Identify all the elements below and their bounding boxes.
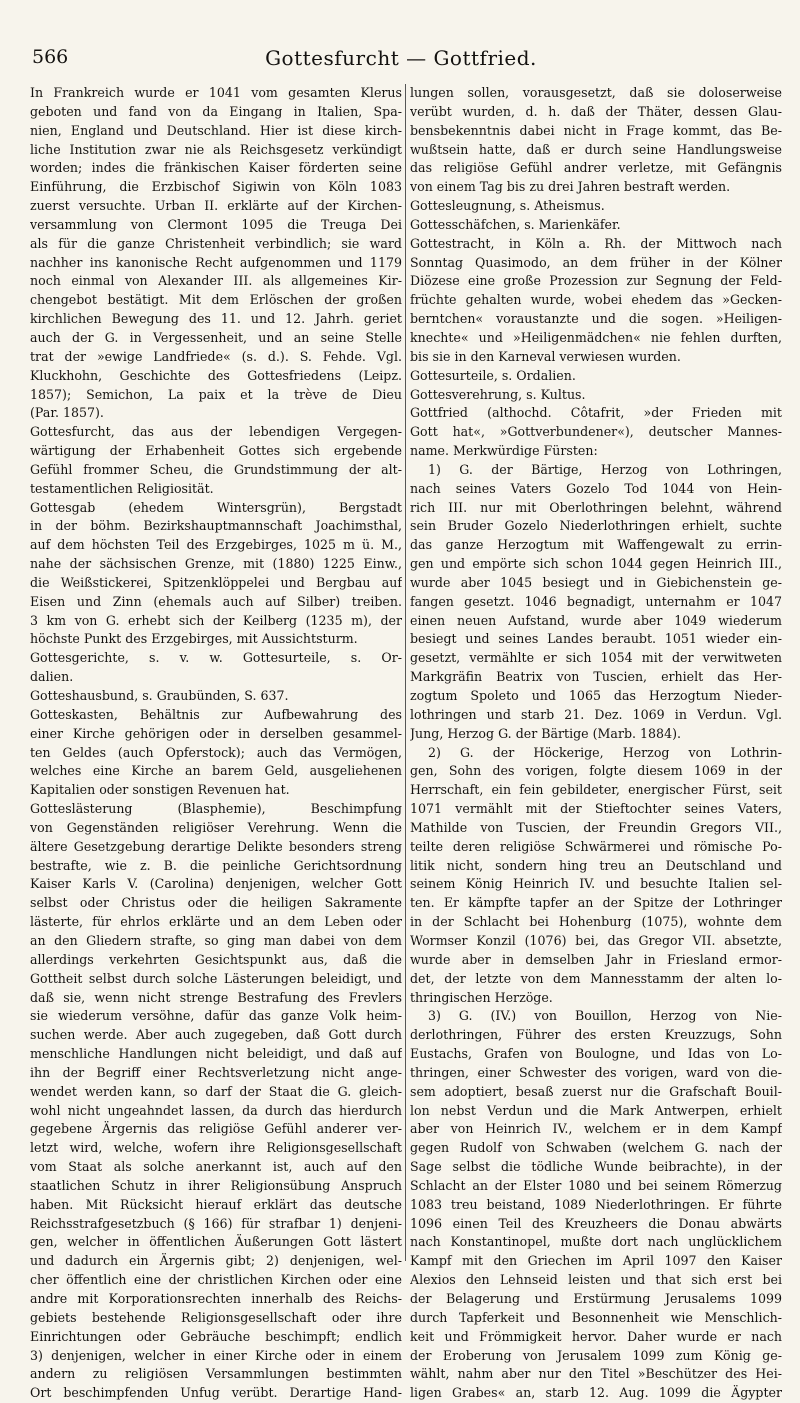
text-line: und dadurch ein Ärgernis gibt; 2) denjenigen, wel-	[30, 1253, 402, 1269]
text-line: seinem König Heinrich IV. und besuchte Italien sel-	[410, 876, 782, 892]
text-line: Gottesverehrung, s. Kultus.	[410, 386, 586, 402]
text-line: lästerte, für ehrlos erklärte und an dem Leben oder	[30, 914, 402, 930]
text-line: Herrschaft, ein fein gebildeter, energischer Fürst, seit	[410, 782, 782, 798]
text-line: gesetzt, vermählte er sich 1054 mit der verwitweten	[410, 650, 782, 666]
text-line: dalien.	[30, 669, 74, 685]
text-line: thringischen Herzöge.	[410, 989, 553, 1005]
text-line: nien, England und Deutschland. Hier ist diese kirch-	[30, 122, 402, 138]
text-line: Wormser Konzil (1076) bei, das Gregor VII. absetzte,	[410, 932, 782, 948]
text-line: Kampf mit den Griechen im April 1097 den Kaiser	[410, 1253, 782, 1269]
text-line: Diözese eine große Prozession zur Segnung der Feld-	[410, 273, 782, 289]
text-line: durch Tapferkeit und Besonnenheit wie Menschlich-	[410, 1309, 782, 1325]
text-line: teilte deren religiöse Schwärmerei und römische Po-	[410, 838, 782, 854]
text-line: andre mit Korporationsrechten innerhalb des Reichs-	[30, 1291, 402, 1306]
text-line: 1857); Semichon, La paix et la trève de Dieu	[30, 386, 402, 402]
text-line: versammlung von Clermont 1095 die Treuga Dei	[30, 216, 402, 232]
text-line: suchen werde. Aber auch zugegeben, daß Gott durch	[30, 1027, 402, 1043]
page-number: 566	[32, 46, 69, 68]
text-line: an den Gliedern strafte, so ging man dabei von dem	[30, 932, 402, 948]
text-line: Gottesleugnung, s. Atheismus.	[410, 198, 605, 214]
text-line: daß sie, wenn nicht strenge Bestrafung des Frevlers	[30, 989, 402, 1005]
text-line: wußtsein hatte, daß er durch seine Handlungsweise	[410, 141, 782, 157]
text-line: andern zu religiösen Versammlungen bestimmten	[30, 1366, 402, 1382]
text-line: selbst oder Christus oder die heiligen Sakramente	[30, 895, 402, 911]
text-line: bis sie in den Karneval verwiesen wurden.	[410, 348, 681, 364]
text-line: Kaiser Karls V. (Carolina) denjenigen, welcher Gott	[30, 876, 402, 892]
text-line: Gottestracht, in Köln a. Rh. der Mittwoch nach	[410, 235, 782, 251]
text-line: sein Bruder Gozelo Niederlothringen erhielt, suchte	[410, 518, 782, 534]
text-line: auf dem höchsten Teil des Erzgebirges, 1025 m ü. M.,	[30, 537, 402, 553]
text-line: wohl nicht ungeahndet lassen, da durch das hierdurch	[30, 1102, 402, 1118]
text-line: (Par. 1857).	[30, 405, 104, 421]
text-line: trat der »ewige Landfriede« (s. d.). S. Fehde. Vgl.	[30, 348, 402, 364]
column-divider	[405, 84, 406, 1261]
text-line: in der Schlacht bei Hohenburg (1075), wohnte dem	[410, 914, 782, 930]
text-line: 3) G. (IV.) von Bouillon, Herzog von Nie-	[428, 1008, 782, 1024]
text-line: der Eroberung von Jerusalem 1099 zum König ge-	[410, 1347, 782, 1363]
text-line: chengebot bestätigt. Mit dem Erlöschen der großen	[30, 292, 402, 308]
text-line: in der böhm. Bezirkshauptmannschaft Joachimsthal,	[30, 518, 402, 534]
text-line: 1096 einen Teil des Kreuzheers die Donau abwärts	[410, 1215, 782, 1231]
text-line: 3) denjenigen, welcher in einer Kirche oder in einem	[30, 1347, 402, 1363]
text-line: nahe der sächsischen Grenze, mit (1880) 1225 Einw.,	[30, 556, 402, 572]
text-line: Gottesschäfchen, s. Marienkäfer.	[410, 216, 621, 232]
text-line: das religiöse Gefühl andrer verletze, mit Gefängnis	[410, 160, 782, 176]
text-line: früchte gehalten wurde, wobei ehedem das »Gecken-	[410, 292, 782, 308]
text-line: keit und Frömmigkeit hervor. Daher wurde er nach	[410, 1328, 782, 1344]
text-line: Sonntag Quasimodo, an dem früher in der Kölner	[410, 254, 782, 270]
text-line: 1071 vermählt mit der Stieftochter seines Vaters,	[410, 801, 782, 817]
text-line: In Frankreich wurde er 1041 vom gesamten Klerus	[30, 85, 402, 100]
text-line: die Weißstickerei, Spitzenklöppelei und Bergbau auf	[30, 574, 402, 590]
text-line: fangen gesetzt. 1046 begnadigt, unternahm er 1047	[410, 593, 782, 609]
text-line: Markgräfin Beatrix von Tuscien, erhielt das Her-	[410, 669, 782, 685]
running-title: Gottesfurcht — Gottfried.	[265, 46, 537, 70]
text-line: Sage selbst die tödliche Wunde beibrachte), in der	[410, 1159, 782, 1175]
text-line: Eustachs, Grafen von Boulogne, und Idas von Lo-	[410, 1046, 782, 1062]
text-line: berntchen« voraustanzte und die sogen. »Heiligen-	[410, 311, 782, 327]
text-line: lon nebst Verdun und die Mark Antwerpen, erhielt	[410, 1102, 782, 1118]
text-line: bestrafte, wie z. B. die peinliche Gerichtsordnung	[30, 857, 402, 873]
text-line: cher öffentlich eine der christlichen Kirchen oder eine	[30, 1272, 402, 1288]
text-line: nach seines Vaters Gozelo Tod 1044 von Hein-	[410, 480, 782, 496]
text-line: lothringen und starb 21. Dez. 1069 in Verdun. Vgl.	[410, 706, 782, 722]
text-line: knechte« und »Heiligenmädchen« nie fehlen durften,	[410, 329, 782, 345]
text-line: Gotteslästerung (Blasphemie), Beschimpfung	[30, 801, 402, 817]
text-line: staatlichen Schutz in ihrer Religionsübung Anspruch	[30, 1177, 402, 1193]
text-line: name. Merkwürdige Fürsten:	[410, 443, 598, 459]
text-line: wurde aber in demselben Jahr in Friesland ermor-	[410, 951, 782, 967]
text-line: einer Kirche gehörigen oder in derselben gesammel-	[30, 725, 402, 741]
text-line: Gottesurteile, s. Ordalien.	[410, 367, 576, 383]
text-line: zuerst versuchte. Urban II. erklärte auf der Kirchen-	[30, 198, 402, 214]
text-line: verübt wurden, d. h. daß der Thäter, dessen Glau-	[410, 103, 782, 119]
text-line: lungen sollen, vorausgesetzt, daß sie doloserweise	[410, 85, 782, 100]
text-line: Gottesfurcht, das aus der lebendigen Vergegen-	[30, 424, 402, 440]
text-line: einen neuen Aufstand, wurde aber 1049 wiederum	[410, 612, 782, 628]
text-line: zogtum Spoleto und 1065 das Herzogtum Nieder-	[410, 688, 782, 703]
text-line: Kapitalien oder sonstigen Revenuen hat.	[30, 782, 290, 798]
text-line: gen, welcher in öffentlichen Äußerungen Gott lästert	[30, 1234, 402, 1250]
text-line: höchste Punkt des Erzgebirges, mit Aussichtsturm.	[30, 631, 358, 647]
text-line: der Belagerung und Erstürmung Jerusalems 1099	[410, 1291, 782, 1306]
text-line: Alexios den Lehnseid leisten und that sich erst bei	[410, 1272, 782, 1288]
text-line: Mathilde von Tuscien, der Freundin Gregors VII.,	[410, 819, 782, 835]
text-line: wurde aber 1045 besiegt und in Giebichenstein ge-	[410, 574, 782, 590]
text-line: Jung, Herzog G. der Bärtige (Marb. 1884).	[410, 725, 681, 741]
text-line: Schlacht an der Elster 1080 und bei seinem Römerzug	[410, 1177, 782, 1193]
text-line: sie wiederum versöhne, dafür das ganze Volk heim-	[30, 1008, 402, 1024]
page-header	[24, 46, 778, 72]
text-line: auch der G. in Vergessenheit, und an seine Stelle	[30, 329, 402, 345]
text-line: ihn der Begriff einer Rechtsverletzung nicht ange-	[30, 1064, 402, 1080]
text-line: wendet werden kann, so darf der Staat die G. gleich-	[30, 1083, 402, 1099]
text-line: det, der letzte von dem Mannesstamm der alten lo-	[410, 970, 782, 986]
text-line: Einrichtungen oder Gebräuche beschimpft; endlich	[30, 1328, 402, 1344]
text-line: das ganze Herzogtum mit Waffengewalt zu errin-	[410, 537, 782, 553]
text-line: wärtigung der Erhabenheit Gottes sich ergebende	[30, 443, 402, 459]
text-line: wählt, nahm aber nur den Titel »Beschützer des Hei-	[410, 1366, 782, 1382]
text-line: Gefühl frommer Scheu, die Grundstimmung der alt-	[30, 461, 402, 477]
text-line: nachher ins kanonische Recht aufgenommen und 1179	[30, 254, 402, 270]
text-line: geboten und fand von da Eingang in Italien, Spa-	[30, 103, 402, 119]
text-line: 1) G. der Bärtige, Herzog von Lothringen,	[428, 461, 782, 477]
text-line: gebiets bestehende Religionsgesellschaft oder ihre	[30, 1309, 402, 1325]
text-line: letzt wird, welche, wofern ihre Religionsgesellschaft	[30, 1140, 402, 1156]
text-line: noch einmal von Alexander III. als allgemeines Kir-	[30, 273, 402, 289]
text-columns	[30, 84, 782, 1401]
text-line: von Gegenständen religiöser Verehrung. Wenn die	[30, 819, 402, 835]
text-line: ältere Gesetzgebung derartige Delikte besonders streng	[30, 838, 402, 854]
text-line: gen, Sohn des vorigen, folgte diesem 1069 in der	[410, 763, 782, 779]
text-line: menschliche Handlungen nicht beleidigt, und daß auf	[30, 1046, 402, 1062]
text-line: worden; indes die fränkischen Kaiser förderten seine	[30, 160, 402, 176]
text-line: allerdings verkehrten Gesichtspunkt aus, daß die	[30, 951, 402, 967]
text-line: sem adoptiert, besaß zuerst nur die Grafschaft Bouil-	[410, 1083, 782, 1099]
text-line: ten. Er kämpfte tapfer an der Spitze der Lothringer	[410, 895, 782, 911]
text-line: von einem Tag bis zu drei Jahren bestraft werden.	[410, 179, 731, 195]
text-line: gegebene Ärgernis das religiöse Gefühl anderer ver-	[30, 1121, 402, 1137]
text-line: 2) G. der Höckerige, Herzog von Lothrin-	[428, 744, 782, 760]
text-line: testamentlichen Religiosität.	[30, 480, 214, 496]
text-line: haben. Mit Rücksicht hierauf erklärt das deutsche	[30, 1196, 402, 1212]
text-line: Gottfried (althochd. Côtafrit, »der Frieden mit	[410, 405, 782, 421]
text-line: Eisen und Zinn (ehemals auch auf Silber) treiben.	[30, 593, 402, 609]
left-column	[30, 84, 402, 1403]
text-line: 3 km von G. erhebt sich der Keilberg (1235 m), der	[30, 612, 402, 628]
text-line: ligen Grabes« an, starb 12. Aug. 1099 die Ägypter	[410, 1385, 782, 1401]
text-line: Ort beschimpfenden Unfug verübt. Derartige Hand-	[30, 1385, 402, 1401]
text-line: derlothringen, Führer des ersten Kreuzzugs, Sohn	[410, 1027, 782, 1043]
text-line: Gotteshausbund, s. Graubünden, S. 637.	[30, 688, 289, 703]
text-line: Gotteskasten, Behältnis zur Aufbewahrung des	[30, 706, 402, 722]
text-line: bensbekenntnis dabei nicht in Frage kommt, das Be-	[410, 122, 782, 138]
text-line: gen und empörte sich schon 1044 gegen Heinrich III.,	[410, 556, 782, 572]
text-line: kirchlichen Bewegung des 11. und 12. Jahrh. geriet	[30, 311, 402, 327]
right-column	[410, 84, 782, 1403]
text-line: ten Geldes (auch Opferstock); auch das Vermögen,	[30, 744, 402, 760]
text-line: Reichsstrafgesetzbuch (§ 166) für strafbar 1) denjeni-	[30, 1215, 402, 1231]
text-line: Einführung, die Erzbischof Sigiwin von Köln 1083	[30, 179, 402, 195]
text-line: vom Staat als solche anerkannt ist, auch auf den	[30, 1159, 402, 1175]
text-line: Gottesgab (ehedem Wintersgrün), Bergstadt	[30, 499, 402, 515]
text-line: nach Konstantinopel, mußte dort nach unglücklichem	[410, 1234, 782, 1250]
text-line: liche Institution zwar nie als Reichsgesetz verkündigt	[30, 141, 402, 157]
text-line: besiegt und seines Landes beraubt. 1051 wieder ein-	[410, 631, 782, 647]
text-line: gegen Rudolf von Schwaben (welchem G. nach der	[410, 1140, 782, 1156]
text-line: welches eine Kirche an barem Geld, ausgeliehenen	[30, 763, 402, 779]
text-line: Gott hat«, »Gottverbundener«), deutscher Mannes-	[410, 424, 782, 440]
text-line: als für die ganze Christenheit verbindlich; sie ward	[30, 235, 402, 251]
text-line: thringen, einer Schwester des vorigen, ward von die-	[410, 1064, 782, 1080]
text-line: Kluckhohn, Geschichte des Gottesfriedens (Leipz.	[30, 367, 402, 383]
text-line: Gottesgerichte, s. v. w. Gottesurteile, s. Or-	[30, 650, 402, 666]
text-line: aber von Heinrich IV., welchem er in dem Kampf	[410, 1121, 782, 1137]
text-line: rich III. nur mit Oberlothringen belehnt, während	[410, 499, 782, 515]
text-line: 1083 treu beistand, 1089 Niederlothringen. Er führte	[410, 1196, 782, 1212]
text-line: Gottheit selbst durch solche Lästerungen beleidigt, und	[30, 970, 402, 986]
text-line: litik nicht, sondern hing treu an Deutschland und	[410, 857, 782, 873]
